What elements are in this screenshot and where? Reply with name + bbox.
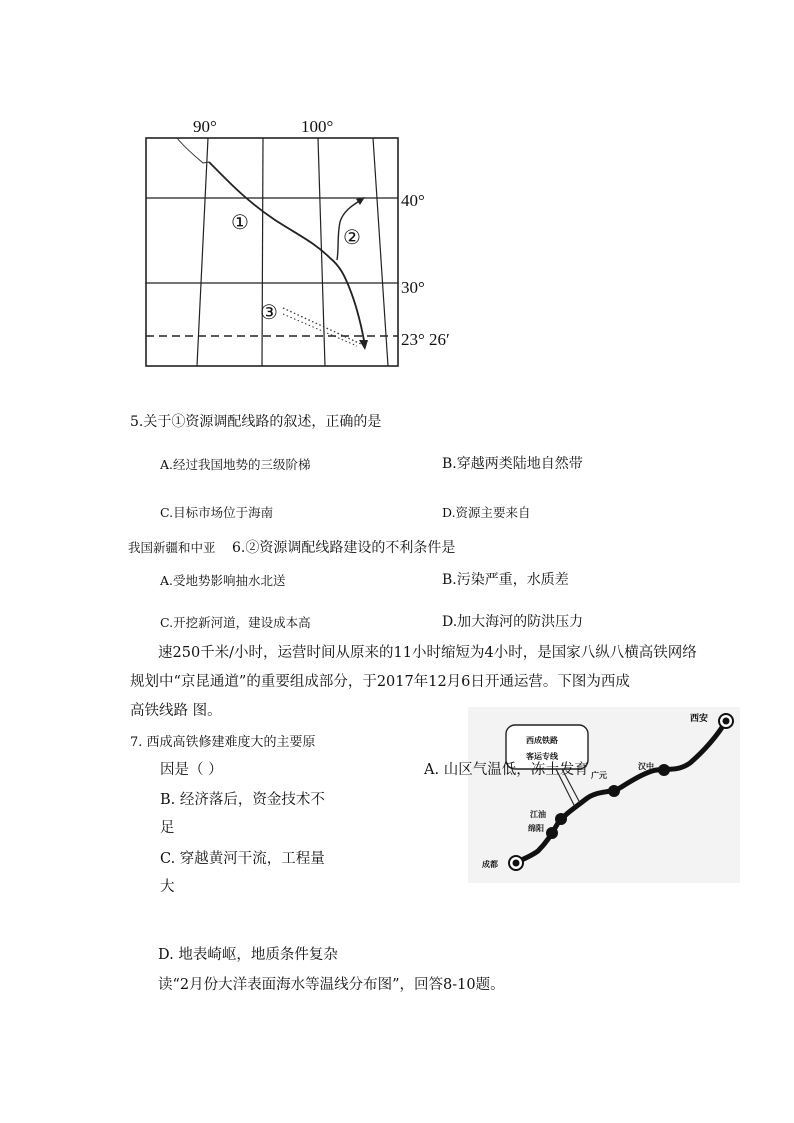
question-6-option-d: D.加大海河的防洪压力 — [442, 614, 584, 630]
question-7-option-b-line-2: 足 — [160, 820, 175, 836]
question-5-stem: 5.关于①资源调配线路的叙述，正确的是 — [130, 414, 382, 430]
xicheng-railway-map — [468, 707, 740, 883]
meridian-line — [373, 138, 388, 366]
latitude-label-tropic: 23° 26′ — [401, 330, 450, 349]
question-5-option-a: A.经过我国地势的三级阶梯 — [160, 457, 311, 472]
map-frame — [146, 138, 398, 366]
question-6-stem: 6.②资源调配线路建设的不利条件是 — [232, 540, 456, 556]
question-6-option-a: A.受地势影响抽水北送 — [160, 573, 286, 588]
station-hanzhong-marker — [658, 764, 670, 776]
station-label-xian: 西安 — [690, 714, 709, 724]
question-5-option-b: B.穿越两类陆地自然带 — [442, 456, 583, 472]
question-6-option-c: C.开挖新河道，建设成本高 — [160, 615, 311, 630]
route-1-line — [209, 162, 365, 346]
station-label-chengdu: 成都 — [482, 860, 498, 869]
route-label-2: ② — [343, 227, 361, 249]
station-guangyuan-marker — [608, 785, 620, 797]
question-8-intro: 读“2月份大洋表面海水等温线分布图”，回答8-10题。 — [158, 977, 505, 993]
station-mianyang-marker — [546, 827, 558, 839]
passage-line-1: 速250千米/小时，运营时间从原来的11小时缩短为4小时，是国家八纵八横高铁网络 — [158, 645, 697, 661]
route-3-line — [283, 308, 361, 344]
question-7-option-c-line-2: 大 — [160, 879, 175, 895]
station-label-mianyang: 绵阳 — [528, 824, 544, 833]
route-label-3: ③ — [260, 302, 278, 324]
question-6-option-b: B.污染严重，水质差 — [442, 572, 569, 588]
station-label-guangyuan: 广元 — [591, 771, 607, 780]
longitude-label-100: 100° — [301, 117, 334, 136]
meridian-line — [262, 138, 263, 366]
question-7-stem-continued: 因是（ ） — [160, 762, 223, 778]
route-1-arrowhead — [359, 340, 368, 350]
meridian-line — [197, 138, 208, 366]
station-label-jiangyou: 江油 — [530, 810, 546, 819]
question-7-option-c-line-1: C. 穿越黄河干流，工程量 — [160, 851, 325, 867]
question-5-option-d: D.资源主要来自 — [442, 505, 531, 520]
route-3-line — [283, 314, 357, 346]
station-jiangyou-marker — [555, 813, 567, 825]
question-7-stem: 7. 西成高铁修建难度大的主要原 — [130, 735, 316, 750]
callout-text-line-1: 西成铁路 — [526, 736, 558, 745]
passage-line-3: 高铁线路 图。 — [130, 703, 222, 719]
longitude-label-90: 90° — [193, 117, 217, 136]
passage-line-2: 规划中“京昆通道”的重要组成部分，于2017年12月6日开通运营。下图为西成 — [130, 674, 630, 690]
question-5-option-d-continuation: 我国新疆和中亚 — [128, 540, 216, 555]
station-xian-marker — [723, 718, 730, 725]
latitude-label-30: 30° — [401, 278, 425, 297]
question-7-option-d: D. 地表崎岖，地质条件复杂 — [158, 947, 338, 963]
callout-text-line-2: 客运专线 — [526, 752, 558, 761]
question-5-option-c: C.目标市场位于海南 — [160, 505, 274, 520]
station-label-hanzhong: 汉中 — [638, 762, 654, 771]
resource-route-map — [125, 108, 485, 383]
border-line — [177, 138, 209, 163]
question-7-option-a: A. 山区气温低，冻土发育 — [424, 762, 589, 778]
latitude-label-40: 40° — [401, 191, 425, 210]
question-7-option-b-line-1: B. 经济落后，资金技术不 — [160, 792, 325, 808]
station-chengdu-marker — [513, 860, 520, 867]
route-label-1: ① — [231, 212, 249, 234]
